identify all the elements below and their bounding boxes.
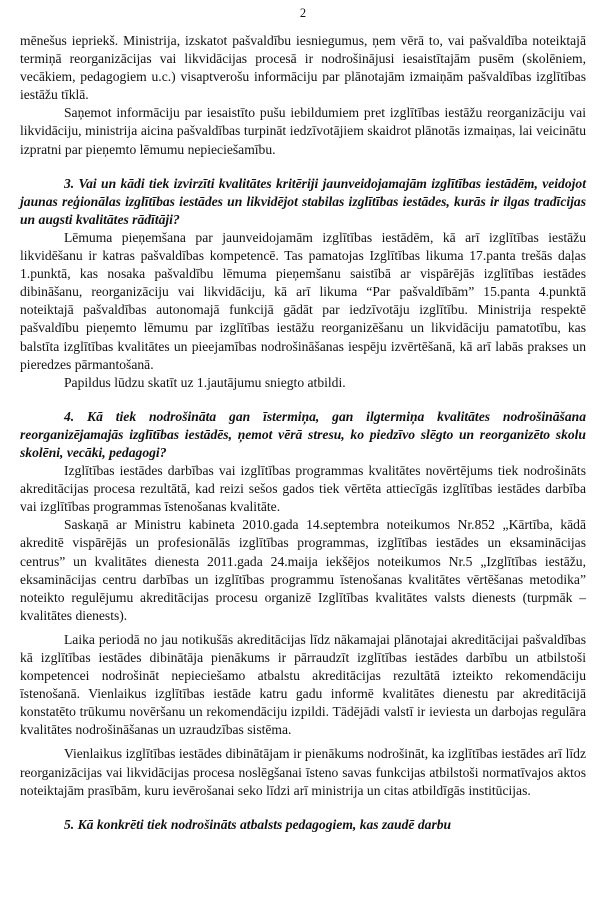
question-4-heading: 4. Kā tiek nodrošināta gan īstermiņa, gan ilgtermiņa kvalitātes nodrošināšana reorganizējamajās izglītības iestādēs, ņemot vērā stresu, ko piedzīvo slēgto un reorganizēto skolu skolēni, vecāki, pedagogi?: [20, 408, 586, 460]
paragraph-objections: Saņemot informāciju par iesaistīto pušu iebildumiem pret izglītības iestāžu reorganizāciju vai likvidāciju, ministrija aicina pašvaldības turpināt iedzīvotājiem skaidrot plānotās izmaiņas, lai veicinātu izpratni par pieņemto lēmumu nepieciešamību.: [20, 105, 586, 157]
answer-4-paragraph-2: Saskaņā ar Ministru kabineta 2010.gada 14.septembra noteikumos Nr.852 „Kārtība, kādā akreditē vispārējās un profesionālās izglītības programmas, izglītības iestādes un eksaminācijas centrus” un kvalitātes dienesta 2011.gada 24.maija iekšējos noteikumos Nr.5 „Izglītības iestāžu, eksaminācijas centru darbības un izglītības programmu īstenošanas kvalitātes vērtēšanas metodika” noteikto regulējumu akreditācijas procesu organizē Izglītības kvalitātes valsts dienests (turpmāk – kvalitātes dienests).: [20, 517, 586, 623]
answer-4-paragraph-3: Laika periodā no jau notikušās akreditācijas līdz nākamajai plānotajai akreditācijai pašvaldības kā izglītības iestādes dibinātāja pienākums ir pārraudzīt izglītības iestādes darbību un atbilstoši kompetencei nodrošināt nepieciešamo atbalstu akreditācijas rezultātā izteikto rekomendāciju īstenošanā. Vienlaikus izglītības iestāde katru gadu informē kvalitātes dienestu par akreditācijā konstatēto trūkumu novēršanu un rekomendāciju izpildi. Tādējādi valstī ir ieviesta un darbojas regulāra kvalitātes nodrošināšanas un uzraudzības sistēma.: [20, 631, 586, 738]
question-3-heading: 3. Vai un kādi tiek izvirzīti kvalitātes kritēriji jaunveidojamajām izglītības iestādēm, veidojot jaunas reģionālas izglītības iestādes un likvidējot stabilas izglītības iestādes, kurās ir ilgas tradīcijas un augsti kvalitātes rādītāji?: [20, 175, 586, 227]
answer-3-paragraph-2: Papildus lūdzu skatīt uz 1.jautājumu sniegto atbildi.: [64, 374, 346, 390]
paragraph-continuation: mēnešus iepriekš. Ministrija, izskatot pašvaldību iesniegumus, ņem vērā to, vai pašvaldība noteiktajā termiņā reorganizācijas vai likvidācijas procesā ir nodrošinājusi iesaistītajām pusēm (skolēniem, vecākiem, pedagogiem u.c.) visaptverošu informāciju par plānotajām izmaiņām pašvaldības izglītības iestāžu tīklā.: [20, 33, 586, 103]
answer-3-paragraph-1: Lēmuma pieņemšana par jaunveidojamām izglītības iestādēm, kā arī izglītības iestāžu likvidēšanu ir katras pašvaldības kompetencē. Tas pamatojas Izglītības likuma 17.panta trešās daļas 1.punktā, kas nosaka pašvaldību lēmuma pieņemšanu saistībā ar vispārējās izglītības iestādes dibināšanu, reorganizāciju vai likvidāciju, kā arī likuma “Par pašvaldībām” 15.panta 4.punktā noteiktajā pašvaldības autonomajā funkcijā gādāt par iedzīvotāju izglītību. Ministrija respektē pašvaldību pieņemto lēmumu par izglītības iestāžu reorganizēšanu un likvidāciju pamatotību, kas balstīta izglītības kvalitātes un pieejamības nodrošināšanas iespēju izvērtēšanā, kā arī labās prakses un pieredzes pārmantošanā.: [20, 229, 586, 372]
answer-4-paragraph-1: Izglītības iestādes darbības vai izglītības programmas kvalitātes novērtējums tiek nodrošināts akreditācijas procesa rezultātā, kad reizi sešos gados tiek vērtēta attiecīgās izglītības iestādes darbība vai izglītības programmas īstenošanas kvalitāte.: [20, 463, 586, 515]
question-5-heading: 5. Kā konkrēti tiek nodrošināts atbalsts pedagogiem, kas zaudē darbu: [64, 816, 452, 832]
answer-4-paragraph-4: Vienlaikus izglītības iestādes dibinātājam ir pienākums nodrošināt, ka izglītības iestādes arī līdz reorganizācijas vai likvidācijas procesa noslēgšanai īsteno savas funkcijas atbilstoši normatīvajos aktos noteiktajām prasībām, kuru ievērošanai seko līdzi arī ministrija un citas atbildīgās institūcijas.: [20, 746, 586, 798]
page-number: 2: [299, 6, 307, 20]
